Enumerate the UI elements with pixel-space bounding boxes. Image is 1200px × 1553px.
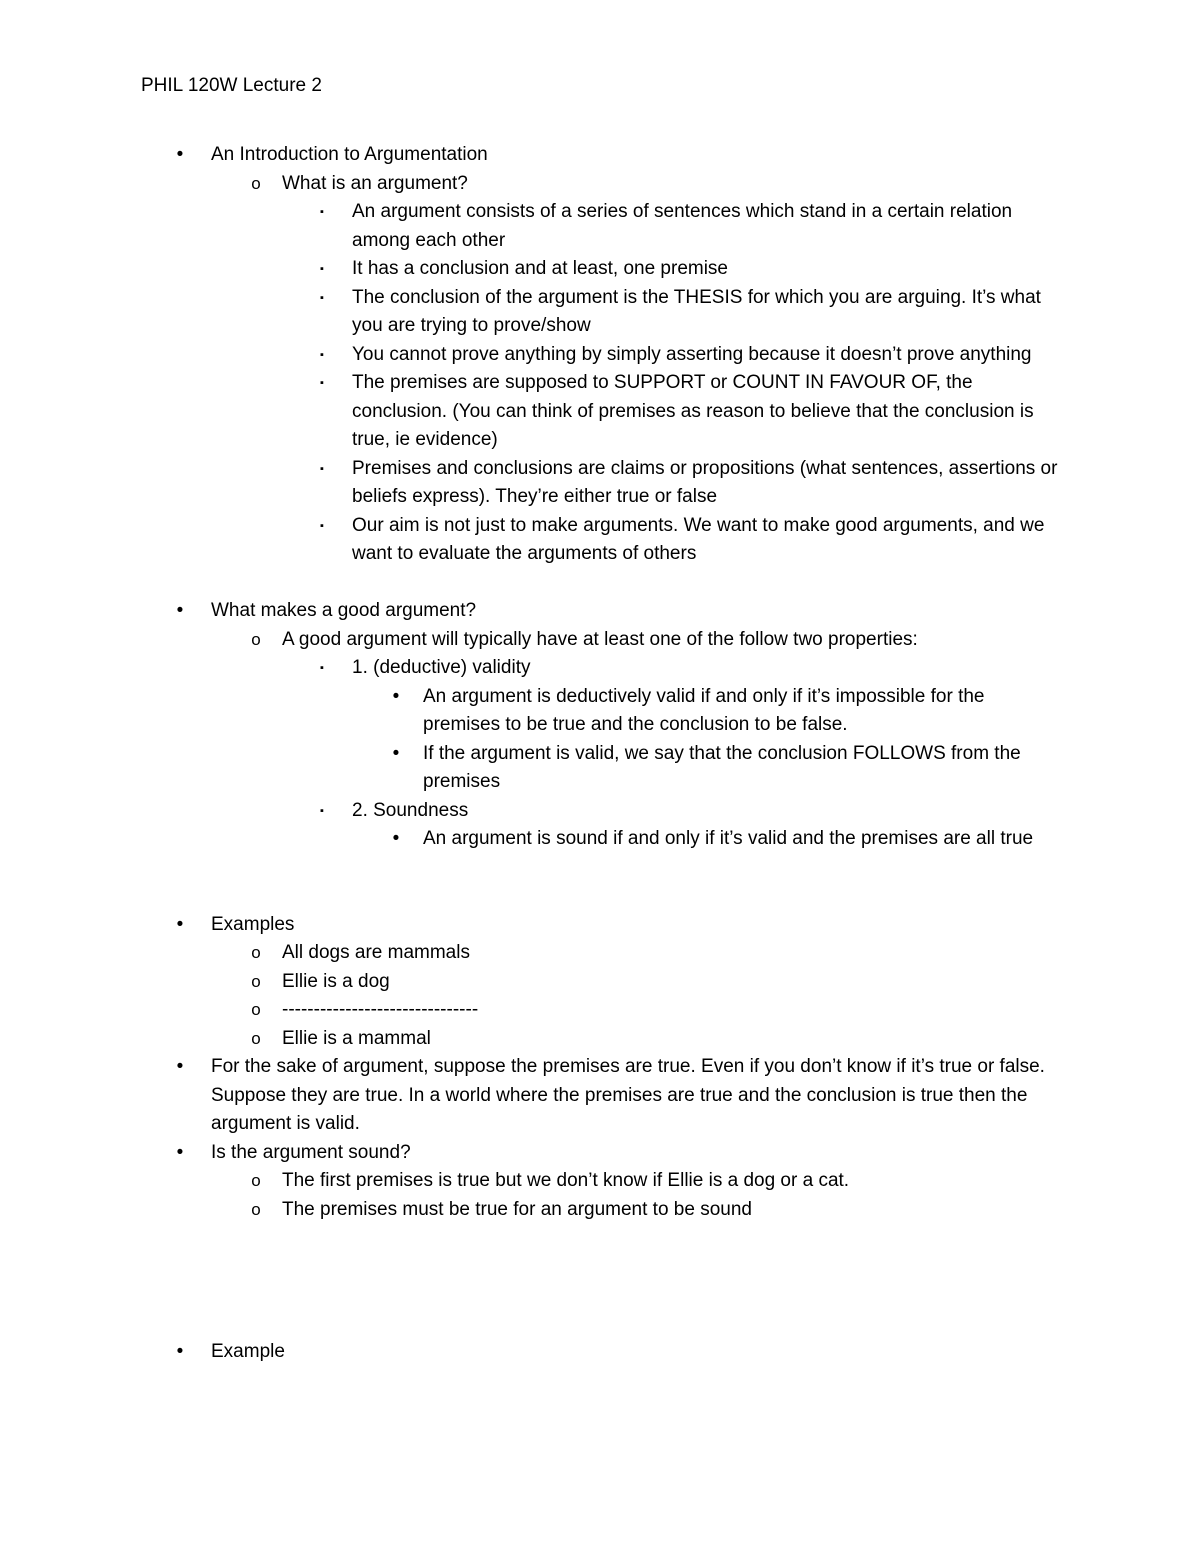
- point-text: An argument consists of a series of sentences which stand in a certain relation among each other: [352, 201, 1013, 251]
- list-item: [0, 597, 1200, 626]
- property-label: 1. (deductive) validity: [352, 657, 531, 678]
- square-marker: ▪: [320, 291, 324, 304]
- bullet-marker: •: [176, 600, 184, 621]
- list-item: [0, 911, 1200, 940]
- square-marker: ▪: [320, 462, 324, 475]
- list-item: [0, 1139, 1200, 1168]
- list-item: [0, 1025, 1200, 1054]
- example-line: Ellie is a dog: [282, 970, 390, 992]
- square-marker: ▪: [320, 662, 324, 674]
- list-item: [0, 1196, 1200, 1225]
- point-text: If the argument is valid, we say that the conclusion FOLLOWS from the premises: [423, 742, 1021, 792]
- list-item: [0, 825, 1200, 854]
- list-item: [0, 939, 1200, 968]
- lecture-notes: [0, 141, 1200, 1367]
- bullet-marker: •: [392, 828, 400, 849]
- list-item: [0, 512, 1200, 569]
- list-item: [0, 1053, 1200, 1139]
- property-label: 2. Soundness: [352, 799, 469, 821]
- section-heading: Examples: [211, 913, 295, 935]
- paragraph-text: For the sake of argument, suppose the premises are true. Even if you don’t know if it’s true or false. Suppose they are true. In a world where the premises are true and the conclusion is true then the argument is valid.: [211, 1056, 1045, 1134]
- list-item: [0, 1167, 1200, 1196]
- list-item: [0, 170, 1200, 199]
- point-text: Our aim is not just to make arguments. We want to make good arguments, and we want to evaluate the arguments of others: [352, 514, 1045, 564]
- square-marker: ▪: [320, 804, 324, 817]
- circle-marker: o: [251, 1000, 261, 1019]
- point-text: The conclusion of the argument is the THESIS for which you are arguing. It’s what you are trying to prove/show: [352, 286, 1041, 336]
- section-heading: An Introduction to Argumentation: [211, 144, 488, 165]
- divider-line: -------------------------------: [282, 999, 479, 1020]
- circle-marker: o: [251, 1171, 261, 1190]
- sub-heading: A good argument will typically have at least one of the follow two properties:: [282, 628, 918, 650]
- point-text: The first premises is true but we don’t know if Ellie is a dog or a cat.: [282, 1170, 850, 1191]
- square-marker: ▪: [320, 519, 324, 532]
- bullet-marker: •: [392, 685, 400, 707]
- example-line: Ellie is a mammal: [282, 1027, 431, 1049]
- circle-marker: o: [251, 943, 261, 962]
- section-heading: Example: [211, 1341, 285, 1362]
- list-item: [0, 654, 1200, 683]
- list-item: [0, 996, 1200, 1025]
- list-item: [0, 369, 1200, 455]
- circle-marker: o: [251, 173, 261, 193]
- section-heading: Is the argument sound?: [211, 1141, 411, 1163]
- bullet-marker: •: [176, 913, 184, 935]
- point-text: The premises must be true for an argument to be sound: [282, 1198, 752, 1220]
- circle-marker: o: [251, 629, 261, 649]
- list-item: [0, 1338, 1200, 1367]
- square-marker: ▪: [320, 206, 324, 218]
- list-item: [0, 141, 1200, 170]
- square-marker: ▪: [320, 377, 324, 389]
- bullet-marker: •: [176, 1141, 184, 1163]
- point-text: The premises are supposed to SUPPORT or COUNT IN FAVOUR OF, the conclusion. (You can think of premises as reason to believe that the conclusion is true, ie evidence): [352, 372, 1034, 450]
- bullet-marker: •: [176, 1341, 184, 1362]
- list-item: [0, 797, 1200, 826]
- bullet-marker: •: [392, 742, 400, 764]
- list-item: [0, 740, 1200, 797]
- document-header: PHIL 120W Lecture 2: [141, 75, 322, 96]
- square-marker: ▪: [320, 263, 324, 275]
- bullet-marker: •: [176, 144, 184, 165]
- list-item: [0, 968, 1200, 997]
- list-item: [0, 255, 1200, 284]
- circle-marker: o: [251, 1028, 261, 1048]
- circle-marker: o: [251, 1199, 261, 1219]
- point-text: Premises and conclusions are claims or propositions (what sentences, assertions or beliefs express). They’re either true or false: [352, 457, 1058, 507]
- list-item: [0, 198, 1200, 255]
- bullet-marker: •: [176, 1056, 184, 1077]
- sub-heading: What is an argument?: [282, 172, 468, 194]
- square-marker: ▪: [320, 348, 324, 361]
- section-heading: What makes a good argument?: [211, 600, 477, 621]
- list-item: [0, 341, 1200, 370]
- point-text: It has a conclusion and at least, one premise: [352, 258, 729, 279]
- example-line: All dogs are mammals: [282, 942, 470, 963]
- circle-marker: o: [251, 971, 261, 991]
- list-item: [0, 626, 1200, 655]
- point-text: You cannot prove anything by simply asserting because it doesn’t prove anything: [352, 343, 1032, 365]
- list-item: [0, 455, 1200, 512]
- list-item: [0, 284, 1200, 341]
- point-text: An argument is deductively valid if and only if it’s impossible for the premises to be true and the conclusion to be false.: [423, 685, 985, 735]
- list-item: [0, 683, 1200, 740]
- point-text: An argument is sound if and only if it’s valid and the premises are all true: [423, 828, 1034, 849]
